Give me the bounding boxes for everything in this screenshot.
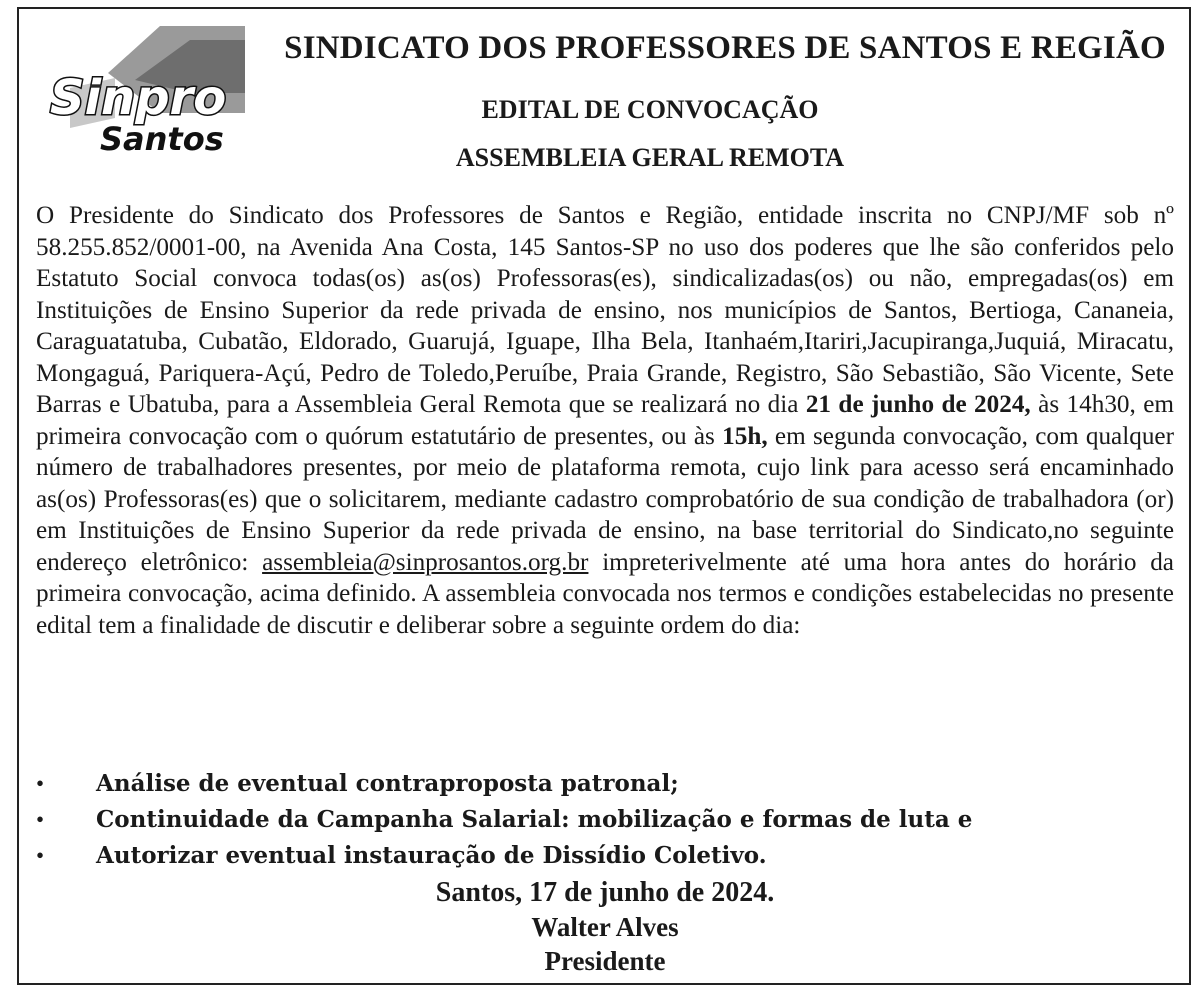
logo-word-sub: Santos: [100, 120, 224, 158]
bullet-icon: •: [36, 843, 45, 868]
notice-title: EDITAL DE CONVOCAÇÃO: [481, 95, 819, 124]
body-text-part-3: em segunda convocação, com qualquer número de trabalhadores presentes, por meio de plataforma remota, cujo link para acesso será encaminhado as(os) Professoras(es) que o solicitarem, mediante cadastro comprobatório de sua condição de trabalhadora (or) em Instituições de Ensino Superior da rede privada de ensino, na base territorial do Sindicato,no seguinte endereço eletrônico:: [36, 422, 1174, 576]
bullet-icon: •: [36, 771, 45, 796]
body-text-part-2: às 14h30, em primeira convocação com o quórum estatutário de presentes, ou às: [36, 391, 1174, 450]
assembly-title: ASSEMBLEIA GERAL REMOTA: [455, 143, 845, 172]
second-call-time: 15h,: [722, 422, 768, 450]
agenda-list: [36, 766, 1174, 874]
organization-title: SINDICATO DOS PROFESSORES DE SANTOS E REGIÃO: [284, 30, 1166, 66]
notice-body: [36, 200, 1174, 641]
signatory-name: Walter Alves: [531, 912, 679, 942]
agenda-item: [36, 802, 1174, 838]
registration-email-link[interactable]: assembleia@sinprosantos.org.br: [262, 548, 589, 576]
logo-word-main: Sinpro: [50, 70, 227, 126]
signatory-role: Presidente: [544, 946, 666, 976]
body-text-part-1: O Presidente do Sindicato dos Professores de Santos e Região, entidade inscrita no CNPJ/MF sob nº 58.255.852/0001-00, na Avenida Ana Costa, 145 Santos-SP no uso dos poderes que lhe são conferidos pelo Estatuto Social convoca todas(os) as(os) Professoras(es), sindicalizadas(os) ou não, empregadas(os) em Instituições de Ensino Superior da rede privada de ensino, nos municípios de Santos, Bertioga, Cananeia, Caraguatatuba, Cubatão, Eldorado, Guarujá, Iguape, Ilha Bela, Itanhaém,Itariri,Jacupiranga,Juquiá, Miracatu, Mongaguá, Pariquera-Açú, Pedro de Toledo,Peruíbe, Praia Grande, Registro, São Sebastião, São Vicente, Sete Barras e Ubatuba, para a Assembleia Geral Remota que se realizará no dia: [36, 202, 1174, 418]
agenda-item-text: Análise de eventual contraproposta patronal;: [96, 770, 679, 797]
sinpro-santos-logo: [40, 18, 255, 158]
agenda-item: [36, 766, 1174, 802]
agenda-item-text: Continuidade da Campanha Salarial: mobilização e formas de luta e: [96, 806, 973, 833]
signature-block: [300, 876, 910, 978]
bullet-icon: •: [36, 807, 45, 832]
agenda-item-text: Autorizar eventual instauração de Dissídio Coletivo.: [96, 842, 767, 869]
place-date: Santos, 17 de junho de 2024.: [435, 877, 775, 908]
body-text-part-4: impreterivelmente até uma hora antes do horário da primeira convocação, acima definido. A assembleia convocada nos termos e condições estabelecidas no presente edital tem a finalidade de discutir e deliberar sobre a seguinte ordem do dia:: [36, 548, 1174, 639]
agenda-item: [36, 838, 1174, 874]
assembly-date: 21 de junho de 2024,: [805, 391, 1031, 418]
